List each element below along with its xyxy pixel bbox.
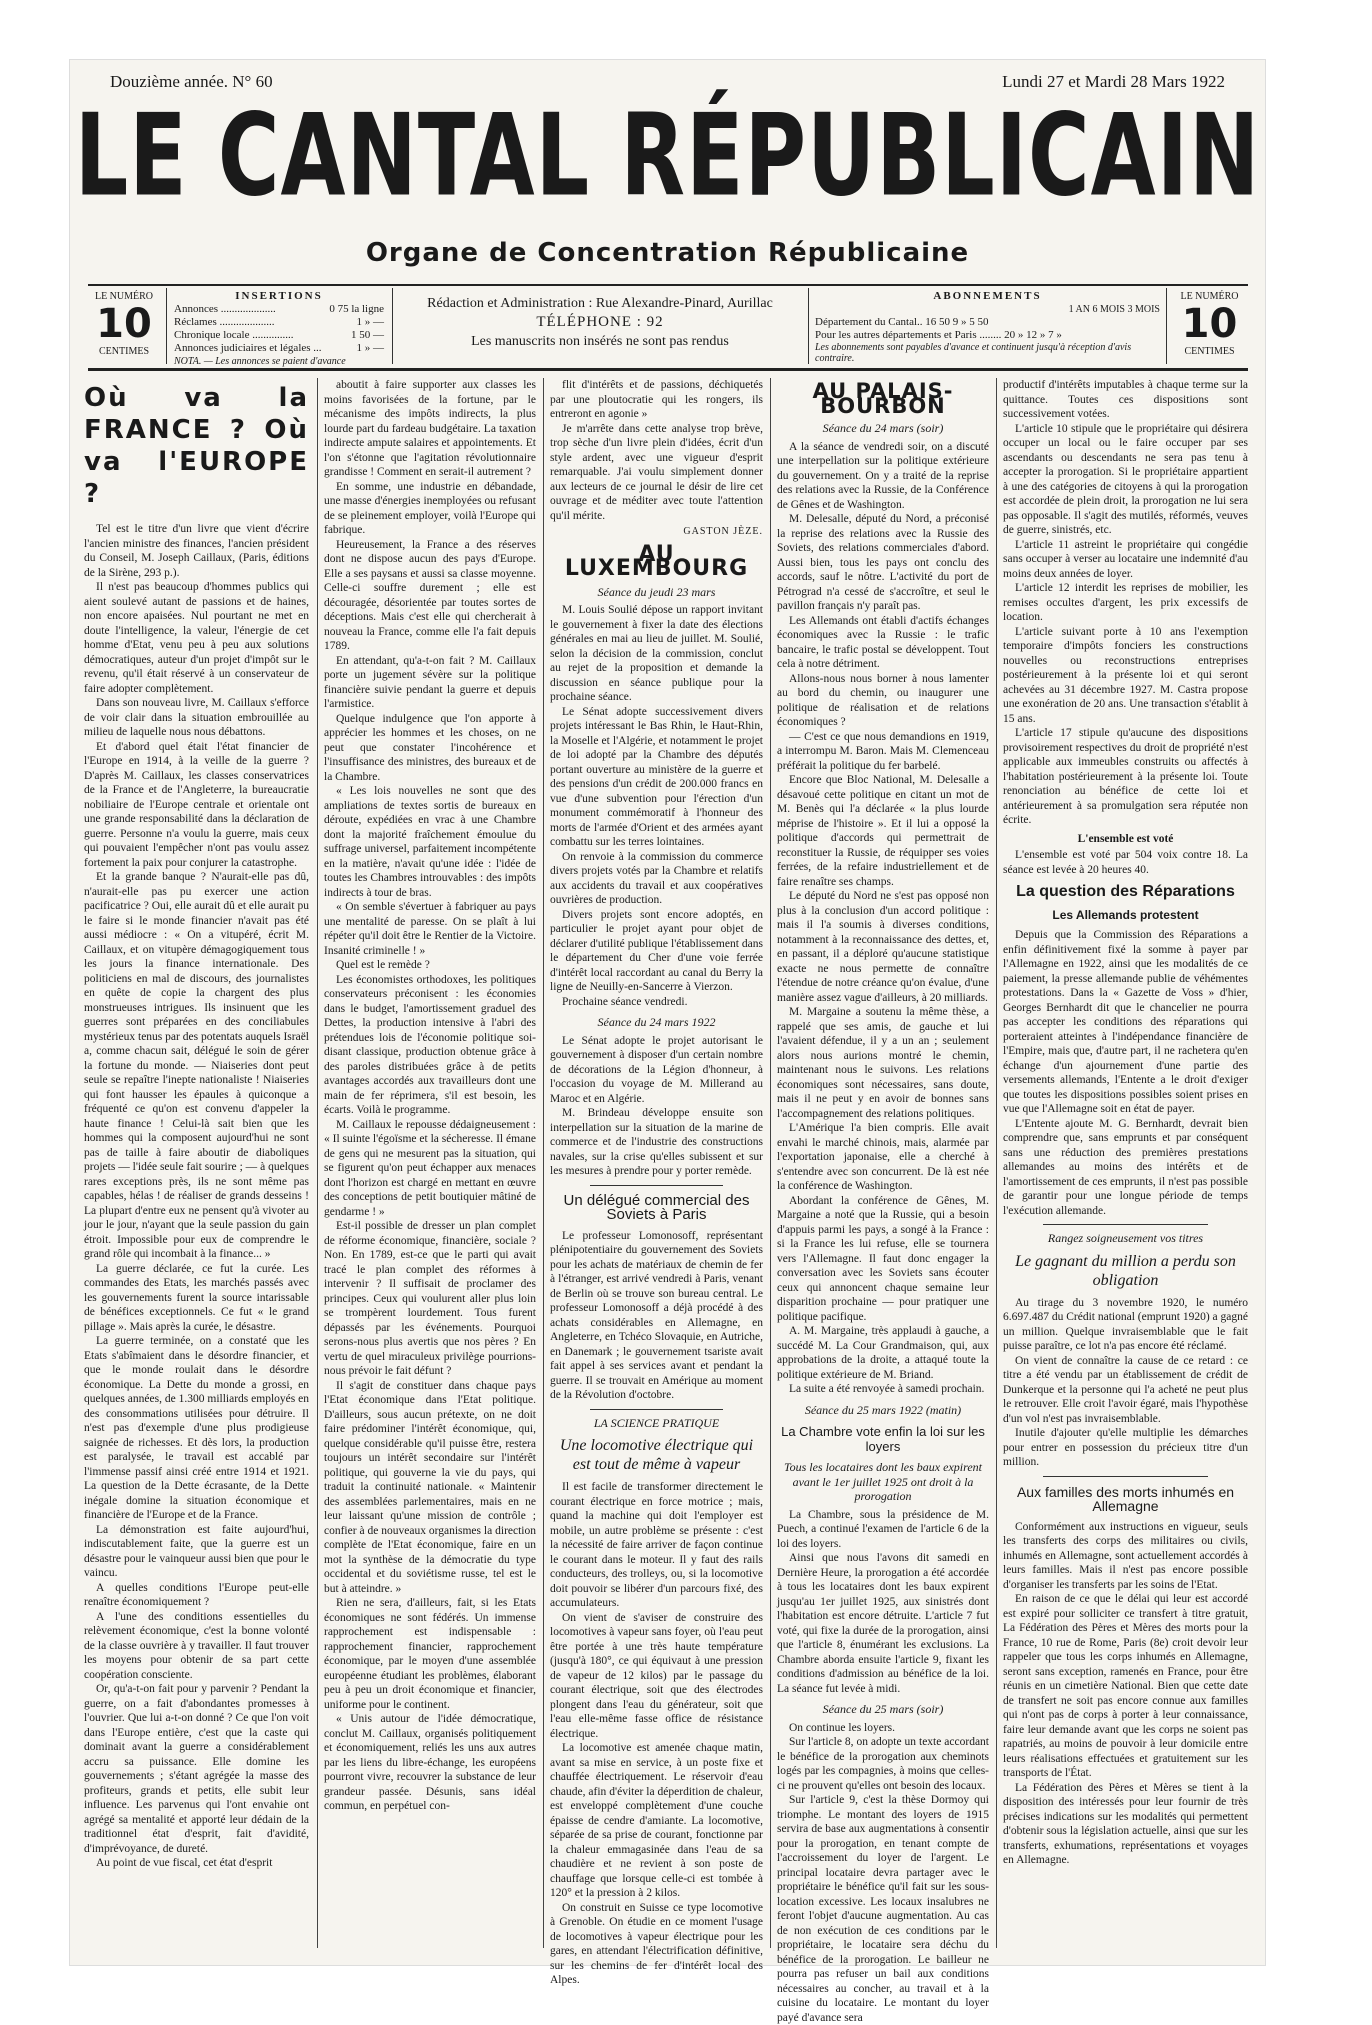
paragraph: Divers projets sont encore adoptés, en particulier le projet ayant pour objet de déclarer d'utilité publique l'établissement dans le département du Cher d'une voie ferrée d'intérêt local raccordant au canal du Berry la ligne de Neuilly-en-Sancerre à Vierzon. (550, 908, 763, 993)
divider (1166, 288, 1167, 364)
paragraph: Le professeur Lomonosoff, représentant plénipotentiaire du gouvernement des Soviets pour les achats de matériaux de chemin de fer à l'étranger, est arrivé vendredi à Paris, venant de Berlin où se trouve son bureau central. Le professeur Lomonosoff a déjà procédé à des achats considérables en Allemagne, en Angleterre, en Tchéco Slovaquie, en Autriche, en Danemark ; le gouvernement tsariste avait fait appel à ses services avant et pendant la guerre. Il se trouvait en Amérique au moment de la Révolution d'octobre. (550, 1229, 763, 1401)
issue-date: Lundi 27 et Mardi 28 Mars 1922 (1002, 72, 1225, 91)
column-divider (317, 378, 318, 1948)
paragraph: La démonstration est faite aujourd'hui, indiscutablement faite, que la guerre est un désastre pour le vainqueur aussi bien que pour le vaincu. (84, 1523, 309, 1579)
paragraph: On renvoie à la commission du commerce divers projets votés par la Chambre et relatifs aux accidents du travail et aux coopératives ouvrières de production. (550, 850, 763, 906)
paragraph: Rien ne sera, d'ailleurs, fait, si les Etats économiques ne sont fédérés. Un immense rapprochement est indispensable : rapprochement financier, rapprochement économique, par le moyen d'une assemblée européenne étudiant les problèmes, élaborant peu à peu un droit économique et financier, uniforme pour le continent. (324, 1597, 536, 1711)
article-subtitle: Les Allemands protestent (1052, 907, 1199, 922)
column-3 (550, 378, 763, 1986)
article-title: Le gagnant du million a perdu son obligation (1015, 1252, 1236, 1289)
newspaper-page (70, 60, 1265, 2024)
price-box-right (1172, 290, 1247, 358)
column-divider (770, 378, 771, 1948)
paragraph: Les économistes orthodoxes, les politiques conservateurs préconisent : les économies dans le budget, l'amortissement graduel des Dettes, la production intensive à l'abri des prétendues lois de l'économie politique soi-disant classique, production obtenue grâce à des paroles distribuées grâce à de petits avantages accordés aux travailleurs dont une main de fer réprimera, s'il est besoin, les écarts. Voilà le programme. (324, 973, 536, 1116)
insertion-price: 1 » — (356, 342, 384, 354)
paragraph: Allons-nous nous borner à nous lamenter au bord du chemin, ou inaugurer une politique de réalisation et de relations économiques ? (777, 672, 989, 728)
paragraph: Le député du Nord ne s'est pas opposé non plus à la conclusion d'un accord politique : mais il l'a soumis à diverses conditions, notamment à la reconnaissance des dettes, et, en passant, il a déploré qu'aucune statistique exacte ne nous permette de connaître l'étendue de notre créance qu'on évalue, d'une manière assez vague d'ailleurs, à 20 milliards. (777, 890, 989, 1004)
paragraph: aboutit à faire supporter aux classes les moins favorisées de la fortune, par le mécanisme des impôts indirects, la plus lourde part du fardeau budgétaire. La taxation indirecte ampute salaires et appointements. Et l'on s'étonne que l'agitation révolutionnaire grandisse ! Comment en serait-il autrement ? (324, 379, 536, 478)
manuscripts-note: Les manuscrits non insérés ne sont pas rendus (471, 334, 729, 349)
insertions-note: NOTA. — Les annonces se paient d'avance (174, 356, 346, 367)
session-date: Séance du 24 mars 1922 (597, 1015, 716, 1029)
paragraph: Le Sénat adopte le projet autorisant le gouvernement à disposer d'un certain nombre de décorations de la Légion d'honneur, à l'occasion du voyage de M. Millerand au Maroc et en Algérie. (550, 1034, 763, 1105)
section-title: AU LUXEMBOURG (564, 541, 749, 581)
insertion-label: Réclames .................... (174, 316, 275, 328)
column-4 (777, 378, 989, 2024)
subscriptions-note: Les abonnements sont payables d'avance et continuent jusqu'à réception d'avis contraire. (815, 342, 1132, 364)
insertion-label: Chronique locale ............... (174, 329, 294, 341)
paragraph: Il est facile de transformer directement le courant électrique en force motrice ; mais, quand la machine qui doit l'employer est mobile, un autre problème se présente : c'est la nécessité de faire arriver de façon continue le courant dans le moteur. Il y faut des rails conducteurs, des trolleys, ou, si la locomotive doit pouvoir se libérer d'un parcours fixé, des accumulateurs. (550, 1481, 763, 1609)
paragraph: Je m'arrête dans cette analyse trop brève, trop sèche d'un livre plein d'idées, écrit d'un style ardent, avec une vigueur d'esprit remarquable. J'ai voulu simplement donner aux lecteurs de ce journal le désir de lire cet ouvrage et de méditer avec toute l'attention qu'il mérite. (550, 422, 763, 522)
paragraph: A l'une des conditions essentielles du relèvement économique, c'est la bonne volonté de la classe ouvrière à y travailler. Il faut trouver les moyens pour obtenir de sa part cette coopération consciente. (84, 1610, 309, 1681)
price-number: 10 (1181, 301, 1238, 347)
price-box-left (88, 290, 160, 358)
vote-heading: L'ensemble est voté (1077, 832, 1174, 845)
paragraph: Sur l'article 8, on adopte un texte accordant le bénéfice de la prorogation aux cheminots logés par les compagnies, à moins que celles-ci ne prouvent qu'elles ont besoin des locaux. (777, 1736, 989, 1792)
section-rule (1043, 1224, 1208, 1225)
paragraph: Le Sénat adopte successivement divers projets intéressant le Bas Rhin, le Haut-Rhin, la Moselle et l'Algérie, et notamment le projet de loi adopté par la Chambre des députés portant ouverture au ministère de la guerre et des pensions d'un crédit de 200.000 francs en vue d'une subvention pour l'érection d'un monument commémoratif à l'honneur des morts de l'armée d'Orient et des armées ayant combattu sur les terres lointaines. (550, 705, 763, 848)
paragraph: Est-il possible de dresser un plan complet de réforme économique, financière, sociale ? Non. En 1789, est-ce que le parti qui avait tracé le plan complet des réformes à intervenir ? Il suffisait de proclamer des principes. Ceux qui voulurent aller plus loin se trompèrent lourdement. Tous furent dépassés par les événements. Pourquoi serons-nous plus avertis que nos pères ? En vertu de quel miraculeux privilège pourrions-nous prévoir le fait défunt ? (324, 1220, 536, 1377)
paragraph: Les Allemands ont établi d'actifs échanges économiques avec la Russie : le trafic bancaire, le trafic postal se développent. Tout cela à notre détriment. (777, 614, 989, 670)
column-divider (996, 378, 997, 1948)
insertion-label: Annonces .................... (174, 303, 276, 315)
paragraph: La guerre terminée, on a constaté que les Etats s'abîmaient dans le désordre financier, et que le monde roulait dans le désordre économique. La Dette du monde a grossi, en quelques années, de 1.300 milliards employés en des consommations utilisées pour détruire. Il n'est pas d'exemple d'une plus prodigieuse saignée de richesses. Et dès lors, la production est paralysée, le travail est accablé par l'immense passif ainsi créé entre 1914 et 1921. La question de la Dette écrasante, de la Dette inégale domine la situation économique et financière de l'Europe et de la France. (84, 1335, 309, 1521)
price-label-bottom: CENTIMES (1184, 346, 1235, 357)
paragraph: M. Caillaux le repousse dédaigneusement : « Il suinte l'égoïsme et la sécheresse. Il émane de gens qui ne mesurent pas la situation, qui se figurent qu'on peut échapper aux menaces dont l'horizon est chargé en mettant en œuvre des conceptions de petit boutiquier mâtiné de gendarme ! » (324, 1118, 536, 1218)
paragraph: « Les lois nouvelles ne sont que des ampliations de textes sortis de bureaux en déroute, expédiées en vrac à une Chambre dont la majorité fraîchement émoulue du suffrage universel, parfaitement incompétente en la matière, n'avait qu'une idée : l'idée de toutes les Chambres introuvables : des impôts indirects à tour de bras. (324, 785, 536, 899)
section-title: Un délégué commercial des Soviets à Paris (563, 1191, 750, 1223)
paragraph: On construit en Suisse ce type locomotive à Grenoble. On étudie en ce moment l'usage de locomotives à vapeur électrique pour les gares, en attendant l'électrification définitive, sur les chemins de fer d'intérêt local des Alpes. (550, 1901, 763, 1986)
article-title: Où va la FRANCE ? Où va l'EUROPE ? (84, 383, 309, 509)
header-rule-bottom (88, 368, 1248, 371)
paragraph: Quelque indulgence que l'on apporte à apprécier les hommes et les choses, on ne peut que constater l'incohérence et l'insuffisance des ministres, des bureaux et de la Chambre. (324, 712, 536, 783)
paragraph: La locomotive est amenée chaque matin, avant sa mise en service, à un poste fixe et chauffée électriquement. Le réservoir d'eau chaude, afin d'éviter la déperdition de chaleur, est enveloppé complètement d'une couche épaisse de cendre d'amiante. La locomotive, séparée de sa prise de courant, fonctionne par la chaleur emmagasinée dans l'eau de sa chaudière et ne revient à son poste de chauffage que lorsque celle-ci est tombée à 120° et la pression à 2 kilos. (550, 1742, 763, 1899)
insertion-row (174, 342, 384, 355)
paragraph: L'article 17 stipule qu'aucune des dispositions provisoirement respectives du droit de propriété n'est applicable aux immeubles construits ou affectés à l'habitation postérieurement à la présente loi. Toute renonciation au bénéfice de cette loi et antérieurement à sa promulgation sera réputée non écrite. (1003, 727, 1248, 826)
column-divider (543, 378, 544, 1948)
article-title: La Chambre vote enfin la loi sur les loyers (781, 1424, 985, 1454)
insertion-label: Annonces judiciaires et légales ... (174, 342, 322, 354)
article-title: Une locomotive électrique qui est tout de même à vapeur (559, 1437, 754, 1473)
paragraph: Sur l'article 9, c'est la thèse Dormoy qui triomphe. Le montant des loyers de 1915 servira de base aux augmentations à consentir pour la prorogation, en tenant compte de l'accroissement du loyer de l'argent. Le principal locataire devra partager avec le propriétaire le bénéfice qu'il fait sur les sous-location excessive. Les locaux insalubres ne feront l'objet d'aucune augmentation. Au cas de non exécution de ces conditions par le propriétaire, le locataire sera déchu du bénéfice de la prorogation. Le bailleur ne pourra pas refuser un bail aux conditions nécessaires au concher, au travail et à la cuisine du locataire. Le montant du loyer payé d'avance sera (777, 1794, 989, 2024)
paragraph: Conformément aux instructions en vigueur, seuls les transferts des corps des militaires ou civils, inhumés en Allemagne, sont actuellement accordés à leurs familles. Mais il n'est pas encore possible d'organiser les transferts par les soins de l'Etat. (1003, 1520, 1248, 1591)
paragraph: Inutile d'ajouter qu'elle multiplie les démarches pour entrer en possession du précieux titre d'un million. (1003, 1427, 1248, 1468)
insertion-row (174, 329, 384, 342)
paragraph: Dans son nouveau livre, M. Caillaux s'efforce de voir clair dans la situation embrouillée au milieu de laquelle nous nous débattons. (84, 697, 309, 738)
paragraph: « Unis autour de l'idée démocratique, conclut M. Caillaux, organisés politiquement et économiquement, reliés les uns aux autres par les liens du libre-échange, les européens pourront vivre, recouvrer la substance de leur grandeur passée. Désunis, sans idéal commun, en perpétuel con- (324, 1713, 536, 1812)
paragraph: Abordant la conférence de Gênes, M. Margaine a noté que la Russie, qui a besoin d'appuis parmi les pays, a songé à la France : si la France les lui refuse, elle se tournera vers l'Allemagne. Il faut donc engager la conversation avec les Soviets sans écouter ceux qui annoncent chaque semaine leur disparition prochaine — pour pratiquer une politique pacifique. (777, 1194, 989, 1323)
price-number: 10 (96, 301, 152, 347)
insertion-row (174, 303, 384, 316)
signature: GASTON JÈZE. (683, 526, 763, 537)
paragraph: Depuis que la Commission des Réparations a enfin définitivement fixé la somme à payer par l'Allemagne en 1922, ainsi que les modalités de ce paiement, la presse allemande publie de véhémentes protestations. Dans la « Gazette de Voss » d'hier, Georges Bernhardt dit que le chancelier ne pourra pas accepter les conditions des réparations qui porteraient atteintes à l'indépendance financière de l'Empire, mais que, d'autre part, il ne rachetera qu'en échange d'un ajournement d'une partie des versements allemands, l'Entente a le droit d'exiger que toutes les dispositions possibles soient prises en vue que l'Allemagne soit en état de payer. (1003, 929, 1248, 1115)
column-2 (324, 378, 536, 1953)
subscriptions-head: 1 AN 6 MOIS 3 MOIS (1068, 304, 1160, 315)
section-rule (1043, 1476, 1208, 1477)
price-label-top: LE NUMÉRO (1180, 291, 1239, 302)
article-subtitle: Tous les locataires dont les baux expirent avant le 1er juillet 1925 ont droit à la prorogation (784, 1460, 982, 1503)
paragraph: M. Brindeau développe ensuite son interpellation sur la situation de la marine de commerce et de l'industrie des constructions navales, sur la crise qu'elles subissent et sur les mesures à prendre pour y porter remède. (550, 1107, 763, 1177)
paragraph: flit d'intérêts et de passions, déchiquetés par une ploutocratie qui les rongers, ils entreront en agonie » (550, 379, 763, 420)
insertions-box (174, 290, 384, 368)
section-kicker: LA SCIENCE PRATIQUE (593, 1415, 720, 1430)
paragraph: Et la grande banque ? N'aurait-elle pas dû, n'aurait-elle pas pu exercer une action pacificatrice ? Oui, elle aurait dû et elle aurait pu le faire si le monde financier n'avait pas été aussi médiocre : « On a vitupéré, écrit M. Caillaux, et on vitupère démagogiquement tous les jours la finance internationale. Des politiciens en mal de discours, des journalistes en quête de copie la chargent des plus monstrueuses intrigues. Ils insinuent que les guerres sont préparées en des conciliabules mystérieux tenus par des potentats auquels Israël a, comme chacun sait, délégué le soin de gérer la fortune du monde. — Niaiseries dont peut seule se repaître l'inepte nationaliste ! Niaiseries qui font hausser les épaules à quiconque a fréquenté ce qu'on est convenu d'appeler la haute finance ! Celui-là sait bien que les hommes qui la composent aujourd'hui ne sont pas de taille à faire aboutir de diaboliques projets — l'idée seule fait sourire ; — à quelques rares exceptions près, ils ne sont même pas capables, hélas ! de réaliser de grands desseins ! La plupart d'entre eux ne pensent qu'à vivoter au jour le jour, n'ayant que la seule passion du gain étroit. Impossible pour eux de comprendre le grand rôle qui incombait à la finance... » (84, 871, 309, 1260)
paragraph: M. Delesalle, député du Nord, a préconisé la reprise des relations avec la Russie des Soviets, des relations commerciales d'abord. Aussi bien, tous les pays ont conclu des accords, sauf le nôtre. L'activité du port de Pétrograd n'a cessé de s'accroître, et seul le pavillon français n'y paraît pas. (777, 513, 989, 612)
paragraph: Au point de vue fiscal, cet état d'esprit (96, 1857, 273, 1869)
paragraph: On vient de s'aviser de construire des locomotives à vapeur sans foyer, où l'eau peut être portée à une très haute température (jusqu'à 180°, ce qui équivaut à une pression de vapeur de 12 kilos) par le passage du courant électrique, soit que des électrodes plongent dans l'eau du générateur, soit que l'eau elle-même fasse office de résistance électrique. (550, 1611, 763, 1740)
redaction-box (400, 294, 800, 351)
paragraph: Au tirage du 3 novembre 1920, le numéro 6.697.487 du Crédit national (emprunt 1920) a gagné un million. Quelque invraisemblable que le fait puisse paraître, ce lot n'a pas encore été réclamé. (1003, 1296, 1248, 1352)
insertion-price: 1 » — (356, 316, 384, 328)
paragraph: Heureusement, la France a des réserves dont ne dispose aucun des pays d'Europe. Elle a ses paysans et aussi sa classe moyenne. Celle-ci souffre durement ; elle est découragée, désorientée par toutes sortes de déceptions. Mais c'est elle qui chercherait à nouveau la France, comme elle l'a fait depuis 1789. (324, 538, 536, 652)
paragraph: L'Amérique l'a bien compris. Elle avait envahi le marché chinois, mais, alarmée par l'exportation japonaise, elle a cherché à s'entendre avec son concurrent. De là est née la conférence de Washington. (777, 1122, 989, 1192)
paragraph: Quel est le remède ? (336, 959, 430, 971)
paragraph: L'ensemble est voté par 504 voix contre 18. La séance est levée à 20 heures 40. (1003, 849, 1248, 876)
paragraph: L'Entente ajoute M. G. Bernhardt, devrait bien comprendre que, sans emprunts et par conséquent sans une réduction des premières prestations allemandes au moins des intérêts et de l'amortissement de ces emprunts, il n'est pas possible de garantir pour une longue période de temps l'exécution allemande. (1003, 1117, 1248, 1217)
insertion-price: 1 50 — (351, 329, 384, 341)
paragraph: L'article suivant porte à 10 ans l'exemption temporaire d'impôts fonciers les constructions nouvelles ou reconstructions entreprises postérieurement à la présente loi et qui seront achevées au 31 décembre 1927. M. Castra propose une exonération de 20 ans. Une transaction s'établit à 15 ans. (1003, 625, 1248, 725)
paragraph: En somme, une industrie en débandade, une masse d'énergies inemployées ou refusant de se pleinement employer, voilà l'Europe qui fabrique. (324, 480, 536, 536)
paragraph: Or, qu'a-t-on fait pour y parvenir ? Pendant la guerre, on a fait d'abondantes promesses à l'ouvrier. Que lui a-t-on donné ? Ce que l'on voit dans l'Europe entière, c'est que la caste qui dominait avant la guerre a considérablement accru sa puissance. Elle domine les gouvernements ; s'étant agrégée la masse des profiteurs, grands et petits, elle subit leur influence. Les parvenus qui l'ont envahie ont agrégé sa mentalité et apporté leur dédain de la traditionnel état d'esprit, fait d'avidité, d'imprévoyance, de dureté. (84, 1683, 309, 1855)
session-date: Séance du 25 mars (soir) (822, 1702, 944, 1716)
header-rule-top (88, 284, 1248, 286)
edition-number: Douzième année. N° 60 (110, 72, 273, 91)
telephone: TÉLÉPHONE : 92 (536, 314, 664, 330)
subscriptions-row: Département du Cantal.. 16 50 9 » 5 50 (815, 316, 989, 328)
divider (392, 288, 393, 364)
insertion-price: 0 75 la ligne (329, 303, 384, 315)
paragraph: M. Louis Soulié dépose un rapport invitant le gouvernement à fixer la date des élections générales en mai au lieu de juillet. M. Soulié, selon la décision de la commission, conclut au rejet de la proposition et demande la discussion en séance publique pour la prochaine séance. (550, 604, 763, 703)
paragraph: Tel est le titre d'un livre que vient d'écrire l'ancien ministre des finances, l'ancien président du Conseil, M. Joseph Caillaux, (Paris, éditions de la Sirène, 293 p.). (84, 523, 309, 579)
paragraph: Il n'est pas beaucoup d'hommes publics qui aient soulevé autant de passions et de haines, non encore apaisées. Nul pourtant ne met en doute l'intelligence, la valeur, l'énergie de cet homme d'Etat, venu peu à peu aux solutions démocratiques, auteur d'un projet d'impôt sur le revenu, qu'il était réservé à un conservateur de faire adopter complètement. (84, 581, 309, 695)
masthead-title: LE CANTAL RÉPUBLICAIN (74, 89, 1261, 222)
paragraph: On continue les loyers. (789, 1721, 896, 1734)
paragraph: « On semble s'évertuer à fabriquer au pays une mentalité de paresse. On se plaît à lui répéter qu'il doit être le Rentier de la Victoire. Insanité criminelle ! » (324, 901, 536, 957)
paragraph: L'article 10 stipule que le propriétaire qui désirera occuper un local ou le faire occuper par ses ascendants ou descendants ne sera pas tenu à accepter la prorogation. Si le propriétaire appartient à une des catégories de citoyens à qui la prorogation est accordée de plein droit, la prorogation ne lui sera pas opposable. Il s'agit des mutilés, réformés, veuves de guerre, sinistrés, etc. (1003, 422, 1248, 536)
paragraph: On vient de connaître la cause de ce retard : ce titre a été vendu par un établissement de crédit de Dunkerque et la personne qui l'a acheté ne peut plus le retrouver. Elle croit l'avoir égaré, mais l'hypothèse d'un vol n'est pas invraisemblable. (1003, 1354, 1248, 1425)
section-rule (590, 1409, 723, 1410)
paragraph: Ainsi que nous l'avons dit samedi en Dernière Heure, la prorogation a été accordée à tous les locataires dont les baux expirent jusqu'au 1er juillet 1925, aux sinistrés dont l'habitation est encore détruite. L'article 7 fut voté, qui fixe la durée de la prorogation, ainsi que l'article 8, énumérant les exclusions. La Chambre aborda ensuite l'article 9, fixant les conditions d'admission au bénéfice de la loi. La séance fut levée à midi. (777, 1552, 989, 1695)
column-5 (1003, 378, 1248, 1953)
paragraph: M. Margaine a soutenu la même thèse, a rappelé que ses amis, de gauche et lui l'avaient défendue, il y a un an ; seulement alors nous aurions montré le chemin, maintenant nous le suivons. Les relations économiques sont nécessaires, sans doute, mais il ne peut y en avoir de bonnes sans l'accompagnement des relations politiques. (777, 1006, 989, 1120)
session-date: Séance du jeudi 23 mars (597, 584, 716, 599)
paragraph: La guerre déclarée, ce fut la curée. Les commandes des Etats, les marchés passés avec les gouvernements furent la source intarissable de bénéfices exceptionnels. Ce fut « le grand pillage ». Mais après la curée, le désastre. (84, 1262, 309, 1333)
paragraph: La suite a été renvoyée à samedi prochain. (789, 1383, 985, 1395)
paragraph: La Fédération des Pères et Mères se tient à la disposition des intéressés pour leur fournir de très précises indications sur les modalités qui permettent d'obtenir sous la législation actuelle, ainsi que sur les transferts, exhumations, représentations et voyages en Allemagne. (1003, 1781, 1248, 1866)
paragraph: — C'est ce que nous demandions en 1919, a interrompu M. Baron. Mais M. Clemenceau préférait la politique du fer barbelé. (777, 730, 989, 772)
paragraph: Prochaine séance vendredi. (562, 995, 688, 1008)
paragraph: A. M. Margaine, très applaudi à gauche, a succédé M. La Cour Grandmaison, qui, aux approbations de la droite, a attaqué toute la politique extérieure de M. Briand. (777, 1325, 989, 1381)
price-label-bottom: CENTIMES (99, 346, 149, 357)
section-title: Aux familles des morts inhumés en Allemagne (1016, 1483, 1235, 1514)
subscriptions-title: ABONNEMENTS (933, 290, 1042, 302)
section-rule (590, 1185, 723, 1186)
insertion-row (174, 316, 384, 329)
session-date: Séance du 24 mars (soir) (822, 421, 944, 435)
masthead-subtitle: Organe de Concentration Républicaine (365, 238, 970, 268)
paragraph: En raison de ce que le délai qui leur est accordé est expiré pour solliciter ce transfert à titre gratuit, La Fédération des Pères et Mères des morts pour la France, 10 rue de Rome, Paris (8e) croit devoir leur rappeler que tous les corps inhumés en Allemagne, seront sans exception, ramenés en France, pour être réunis en un cimetière National. Bien que cette date de transfert ne soit pas encore connue aux familles qui n'ont pas de corps à porter à leur connaissance, faire leur demande avant que les corps ne soient pas rapatriés, au moins de pouvoir à leur domicile entre leurs réalisations effectuées et gratuitement sur les transports de l'État. (1003, 1593, 1248, 1779)
section-title: La question des Réparations (1016, 883, 1235, 900)
paragraph: L'article 12 interdit les reprises de mobilier, les remises occultes d'argent, les prix excessifs de location. (1003, 582, 1248, 623)
column-1 (84, 378, 309, 1953)
section-kicker: Rangez soigneusement vos titres (1047, 1231, 1204, 1245)
paragraph: Encore que Bloc National, M. Delesalle a désavoué cette politique en citant un mot de M. Benès qui l'a déclarée « la plus lourde méprise de l'histoire ». Et il lui a opposé la politique d'accords qui permettrait de reconstituer la Russie, de réquipper ses voies ferrées, de la refaire industriellement et de faire renaître ses champs. (777, 774, 989, 888)
divider (808, 288, 809, 364)
divider (166, 288, 167, 364)
paragraph: Et d'abord quel était l'état financier de l'Europe en 1914, à la veille de la guerre ? D'après M. Caillaux, les classes conservatrices de la France et de l'Angleterre, la bureaucratie nobiliaire de l'Europe centrale et orientale ont une grande responsabilité dans la déclaration de guerre. Personne n'a voulu la guerre, mais ceux qui pouvaient l'empêcher n'ont pas voulu assez fortement la paix pour conjurer la catastrophe. (84, 740, 309, 869)
session-date: Séance du 25 mars 1922 (matin) (804, 1402, 962, 1417)
subscriptions-row: Pour les autres départements et Paris ........ 20 » 12 » 7 » (815, 329, 1062, 341)
insertions-title: INSERTIONS (235, 290, 323, 302)
paragraph: La Chambre, sous la présidence de M. Puech, a continué l'examen de l'article 6 de la loi des loyers. (777, 1508, 989, 1550)
section-title: AU PALAIS-BOURBON (812, 379, 954, 418)
subscriptions-box (815, 290, 1160, 364)
paragraph: A quelles conditions l'Europe peut-elle renaître économiquement ? (84, 1581, 309, 1608)
paragraph: L'article 11 astreint le propriétaire qui congédie sans occuper à verser au locataire une indemnité d'au moins deux années de loyer. (1003, 538, 1248, 580)
paragraph: Il s'agit de constituer dans chaque pays l'Etat économique dans l'Etat politique. D'ailleurs, sous aucun prétexte, on ne doit faire prédominer l'intérêt économique, qui, quelque considérable qu'il puisse être, restera toujours un intérêt secondaire sur l'intérêt politique, qui gouverne la vie du pays, qui traduit la continuité nationale. « Maintenir des assemblées parlementaires, mais en ne leur laissant qu'une mission de contrôle ; confier à de nouveaux organismes la direction complète de l'Etat économique, faire en un mot la synthèse de la démocratie du type occidental et du soviétisme russe, tel est le but à atteindre. » (324, 1379, 536, 1595)
paragraph: productif d'intérêts imputables à chaque terme sur la quittance. Toutes ces dispositions sont successivement votées. (1003, 379, 1248, 420)
redaction-address: Rédaction et Administration : Rue Alexandre-Pinard, Aurillac (427, 296, 773, 311)
price-label-top: LE NUMÉRO (94, 291, 154, 302)
paragraph: En attendant, qu'a-t-on fait ? M. Caillaux porte un jugement sévère sur la politique financière suivie pendant la guerre et depuis l'armistice. (324, 654, 536, 710)
paragraph: A la séance de vendredi soir, on a discuté une interpellation sur la politique extérieure du gouvernement. On y a traité de la reprise des relations avec la Russie, de la Conférence de Gênes et de Washington. (777, 440, 989, 511)
